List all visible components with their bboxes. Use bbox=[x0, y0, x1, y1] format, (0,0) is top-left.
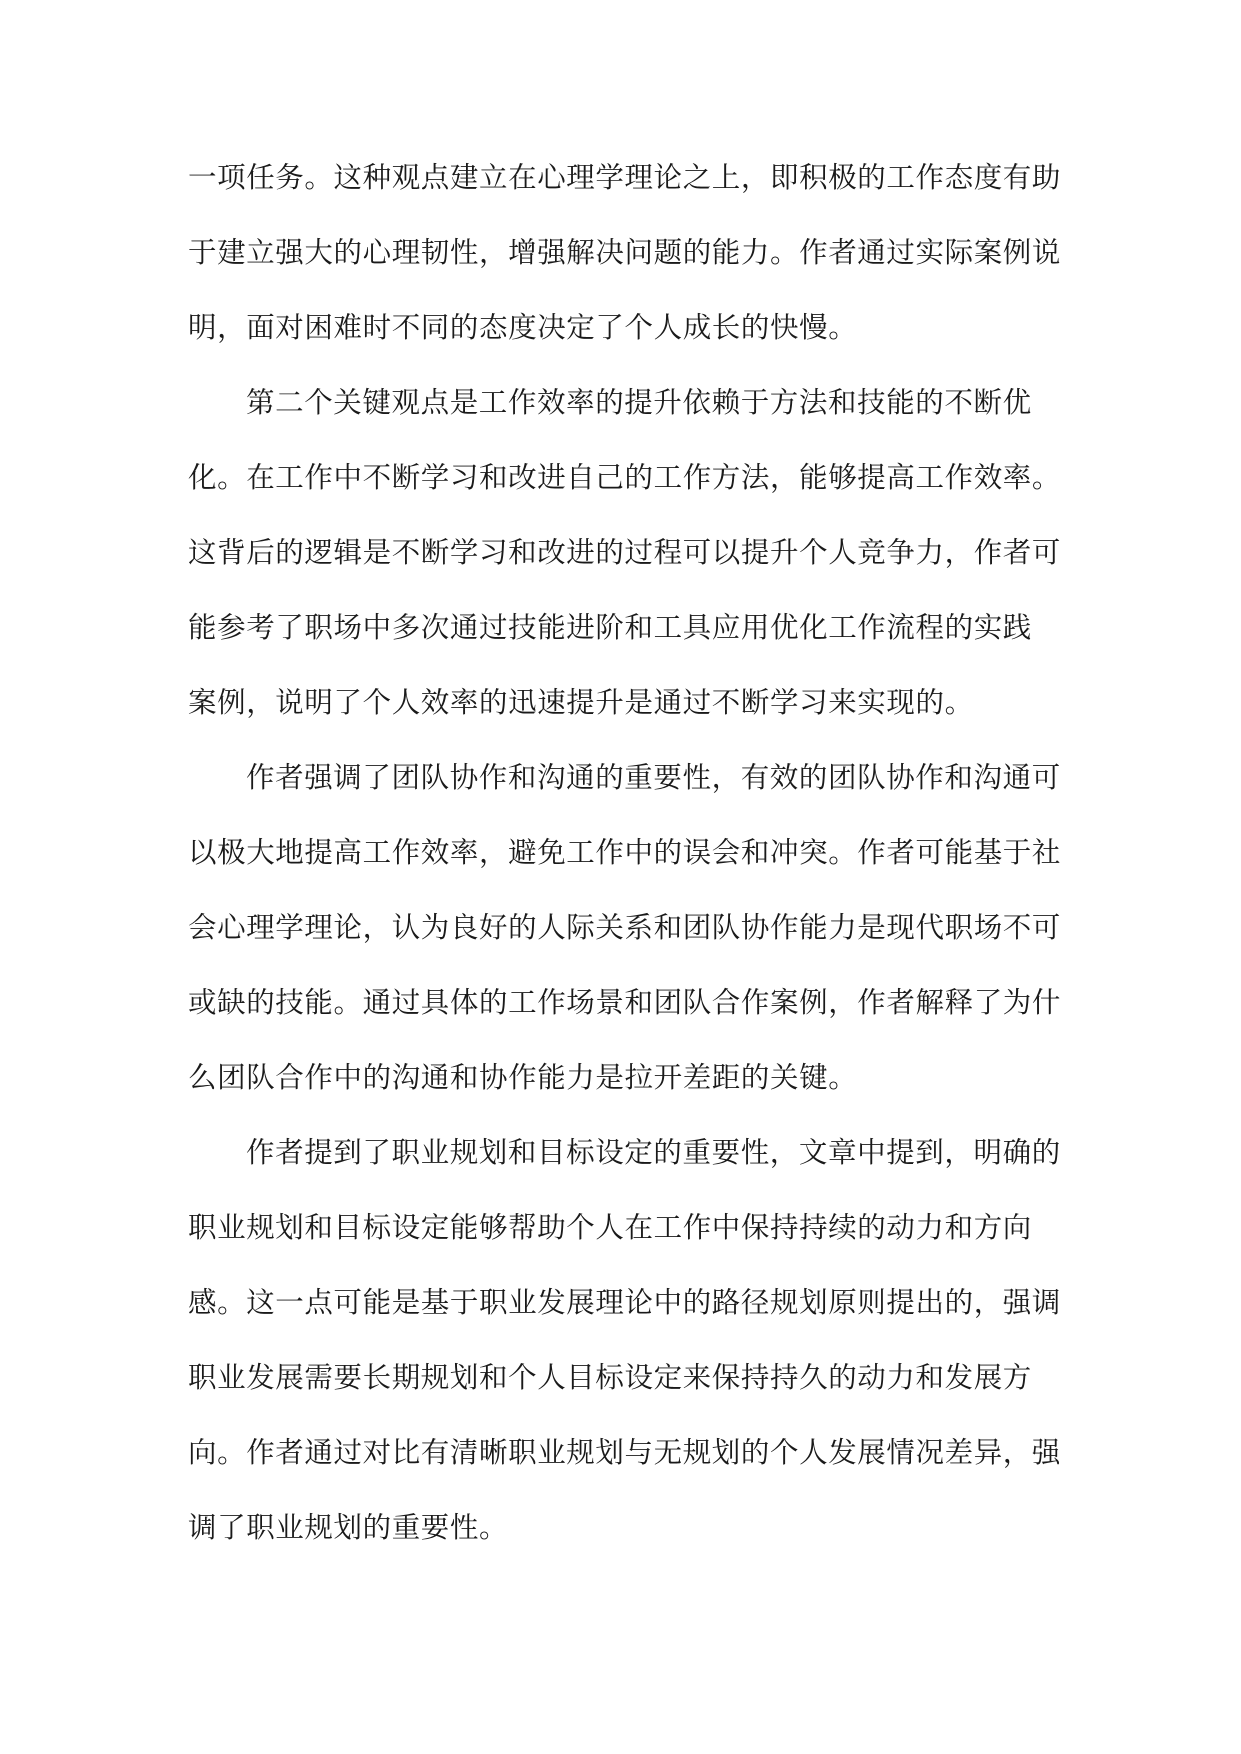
text-line: 能参考了职场中多次通过技能进阶和工具应用优化工作流程的实践 bbox=[188, 611, 1032, 644]
text-line: 么团队合作中的沟通和协作能力是拉开差距的关键。 bbox=[188, 1061, 858, 1094]
text-line: 化。在工作中不断学习和改进自己的工作方法，能够提高工作效率。 bbox=[188, 461, 1062, 494]
body-text bbox=[188, 140, 1062, 1565]
text-line: 于建立强大的心理韧性，增强解决问题的能力。作者通过实际案例说 bbox=[188, 236, 1062, 269]
text-line: 明，面对困难时不同的态度决定了个人成长的快慢。 bbox=[188, 311, 858, 344]
text-line: 感。这一点可能是基于职业发展理论中的路径规划原则提出的，强调 bbox=[188, 1286, 1062, 1319]
text-line: 案例，说明了个人效率的迅速提升是通过不断学习来实现的。 bbox=[188, 686, 974, 719]
text-line: 职业发展需要长期规划和个人目标设定来保持持久的动力和发展方 bbox=[188, 1361, 1032, 1394]
text-line: 向。作者通过对比有清晰职业规划与无规划的个人发展情况差异，强 bbox=[188, 1436, 1062, 1469]
text-line: 会心理学理论，认为良好的人际关系和团队协作能力是现代职场不可 bbox=[188, 911, 1062, 944]
paragraph-first-line: 作者强调了团队协作和沟通的重要性，有效的团队协作和沟通可 bbox=[246, 761, 1061, 794]
text-line: 或缺的技能。通过具体的工作场景和团队合作案例，作者解释了为什 bbox=[188, 986, 1062, 1019]
text-line: 调了职业规划的重要性。 bbox=[188, 1511, 509, 1544]
paragraph-first-line: 作者提到了职业规划和目标设定的重要性，文章中提到，明确的 bbox=[246, 1136, 1061, 1169]
text-line: 职业规划和目标设定能够帮助个人在工作中保持持续的动力和方向 bbox=[188, 1211, 1032, 1244]
text-line: 一项任务。这种观点建立在心理学理论之上，即积极的工作态度有助 bbox=[188, 161, 1062, 194]
text-line: 这背后的逻辑是不断学习和改进的过程可以提升个人竞争力，作者可 bbox=[188, 536, 1062, 569]
text-line: 以极大地提高工作效率，避免工作中的误会和冲突。作者可能基于社 bbox=[188, 836, 1062, 869]
paragraph-first-line: 第二个关键观点是工作效率的提升依赖于方法和技能的不断优 bbox=[246, 386, 1032, 419]
